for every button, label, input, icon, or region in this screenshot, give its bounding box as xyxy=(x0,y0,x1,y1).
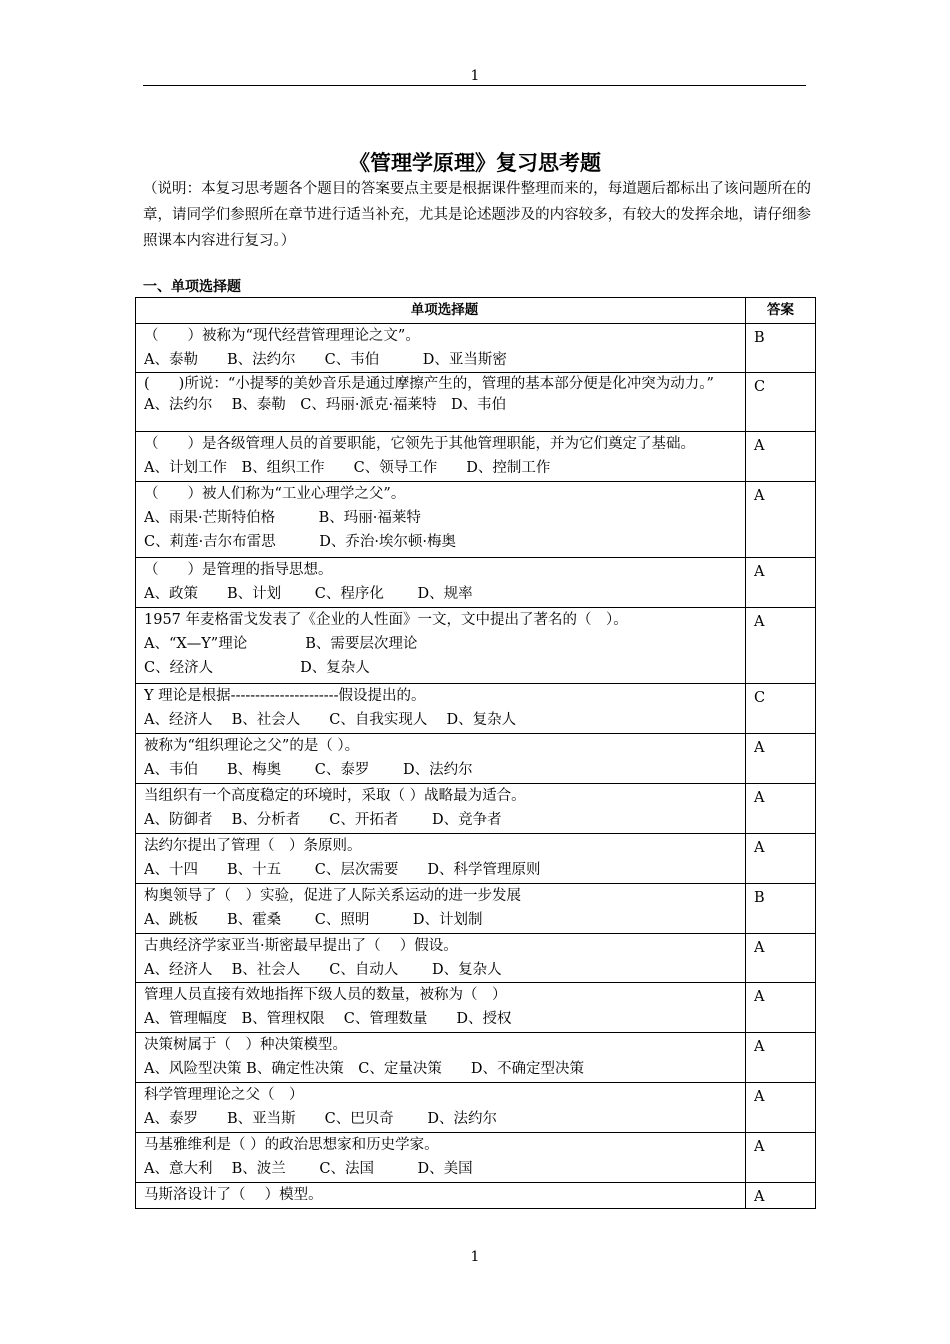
question-text: 被称为“组织理论之父”的是（ ）。 xyxy=(144,738,360,754)
question-text: 科学管理理论之父（ ） xyxy=(144,1087,304,1103)
question-text: 构奥领导了（ ）实验，促进了人际关系运动的进一步发展 xyxy=(144,888,521,904)
answer-cell xyxy=(746,934,816,983)
question-text: Y 理论是根据----------------------假设提出的。 xyxy=(144,688,426,704)
question-options: A、“X—Y”理论 B、需要层次理论 xyxy=(144,636,418,652)
table-row xyxy=(136,983,816,1033)
question-text: 法约尔提出了管理（ ）条原则。 xyxy=(144,838,362,854)
answer-cell xyxy=(746,684,816,734)
question-cell xyxy=(136,324,746,373)
answer-value: A xyxy=(754,740,765,756)
answer-cell xyxy=(746,884,816,934)
question-options: A、跳板 B、霍桑 C、照明 D、计划制 xyxy=(144,912,483,928)
table-row xyxy=(136,432,816,482)
header-page-number: 1 xyxy=(470,68,480,84)
table-row xyxy=(136,834,816,884)
table-row xyxy=(136,1033,816,1083)
question-text: 当组织有一个高度稳定的环境时，采取（ ）战略最为适合。 xyxy=(144,788,526,804)
question-cell xyxy=(136,1083,746,1133)
question-cell xyxy=(136,1183,746,1209)
intro-paragraph: （说明：本复习思考题各个题目的答案要点主要是根据课件整理而来的，每道题后都标出了该问题所在的章，请同学们参照所在章节进行适当补充，尤其是论述题涉及的内容较多，有较大的发挥余地，请仔细参照课本内容进行复习。） xyxy=(143,181,811,249)
answer-value: A xyxy=(754,940,765,956)
question-cell xyxy=(136,373,746,432)
table-row xyxy=(136,684,816,734)
table-row xyxy=(136,482,816,558)
answer-value: C xyxy=(754,379,766,395)
question-options: A、意大利 B、波兰 C、法国 D、美国 xyxy=(144,1161,473,1177)
question-text: （ ）被人们称为“工业心理学之父”。 xyxy=(144,486,406,502)
question-text: （ ）是各级管理人员的首要职能，它领先于其他管理职能，并为它们奠定了基础。 xyxy=(144,436,695,452)
question-options: A、泰罗 B、亚当斯 C、巴贝奇 D、法约尔 xyxy=(144,1111,497,1127)
question-options: A、管理幅度 B、管理权限 C、管理数量 D、授权 xyxy=(144,1011,512,1027)
question-text: 古典经济学家亚当·斯密最早提出了（ ）假设。 xyxy=(144,938,458,954)
answer-cell xyxy=(746,1133,816,1183)
answer-value: A xyxy=(754,1089,765,1105)
question-options: A、风险型决策 B、确定性决策 C、定量决策 D、不确定型决策 xyxy=(144,1061,584,1077)
question-options: A、韦伯 B、梅奥 C、泰罗 D、法约尔 xyxy=(144,762,473,778)
answer-cell xyxy=(746,1083,816,1133)
header-answer: 答案 xyxy=(746,298,816,324)
answer-cell xyxy=(746,558,816,608)
answer-cell xyxy=(746,734,816,784)
answer-cell xyxy=(746,983,816,1033)
header-question: 单项选择题 xyxy=(136,298,746,324)
question-cell xyxy=(136,1133,746,1183)
question-text: 管理人员直接有效地指挥下级人员的数量，被称为（ ） xyxy=(144,987,507,1003)
answer-cell xyxy=(746,482,816,558)
section-title: 一、单项选择题 xyxy=(143,279,241,295)
table-row xyxy=(136,734,816,784)
question-cell xyxy=(136,983,746,1033)
question-text: （ ）被称为“现代经营管理理论之文”。 xyxy=(144,328,420,344)
table-row xyxy=(136,324,816,373)
answer-value: A xyxy=(754,438,765,454)
table-row xyxy=(136,884,816,934)
question-options: A、法约尔 B、泰勒 C、玛丽·派克·福莱特 D、韦伯 xyxy=(144,397,507,413)
question-text: 1957 年麦格雷戈发表了《企业的人性面》一文，文中提出了著名的（ ）。 xyxy=(144,612,628,628)
question-cell xyxy=(136,558,746,608)
answer-cell xyxy=(746,1033,816,1083)
question-cell xyxy=(136,1033,746,1083)
table-row xyxy=(136,1133,816,1183)
question-text: 马斯洛设计了（ ）模型。 xyxy=(144,1187,323,1203)
question-cell xyxy=(136,482,746,558)
answer-cell xyxy=(746,608,816,684)
question-cell xyxy=(136,684,746,734)
question-options: A、防御者 B、分析者 C、开拓者 D、竞争者 xyxy=(144,812,502,828)
answer-value: A xyxy=(754,488,765,504)
question-text: 决策树属于（ ）种决策模型。 xyxy=(144,1037,347,1053)
answer-value: A xyxy=(754,790,765,806)
header-rule xyxy=(143,85,806,86)
answer-cell xyxy=(746,373,816,432)
answer-cell xyxy=(746,784,816,834)
question-cell xyxy=(136,934,746,983)
answer-cell xyxy=(746,834,816,884)
question-options: A、计划工作 B、组织工作 C、领导工作 D、控制工作 xyxy=(144,460,551,476)
answer-value: A xyxy=(754,564,765,580)
answer-value: B xyxy=(754,330,765,346)
question-text: ( )所说：“小提琴的美妙音乐是通过摩擦产生的，管理的基本部分便是化冲突为动力。” xyxy=(144,376,714,392)
question-options: A、经济人 B、社会人 C、自我实现人 D、复杂人 xyxy=(144,712,517,728)
question-options: A、雨果·芒斯特伯格 B、玛丽·福莱特 xyxy=(144,510,421,526)
table-row xyxy=(136,1083,816,1133)
answer-value: A xyxy=(754,1189,765,1205)
answer-cell xyxy=(746,432,816,482)
table-row xyxy=(136,373,816,432)
answer-value: C xyxy=(754,690,766,706)
answer-value: A xyxy=(754,1139,765,1155)
question-options: C、经济人 D、复杂人 xyxy=(144,660,370,676)
question-rows xyxy=(136,324,816,1209)
answer-value: A xyxy=(754,1039,765,1055)
answer-value: A xyxy=(754,614,765,630)
table-row xyxy=(136,1183,816,1209)
answer-value: A xyxy=(754,989,765,1005)
answer-value: A xyxy=(754,840,765,856)
question-cell xyxy=(136,608,746,684)
question-table xyxy=(135,297,816,1209)
question-options: A、经济人 B、社会人 C、自动人 D、复杂人 xyxy=(144,962,502,978)
document-title: 《管理学原理》复习思考题 xyxy=(349,151,601,175)
answer-cell xyxy=(746,1183,816,1209)
footer-page-number: 1 xyxy=(470,1249,480,1265)
question-cell xyxy=(136,784,746,834)
question-options: A、泰勒 B、法约尔 C、韦伯 D、亚当斯密 xyxy=(144,352,507,368)
question-text: （ ）是管理的指导思想。 xyxy=(144,562,333,578)
answer-cell xyxy=(746,324,816,373)
table-row xyxy=(136,784,816,834)
answer-value: B xyxy=(754,890,765,906)
question-cell xyxy=(136,834,746,884)
question-options: A、十四 B、十五 C、层次需要 D、科学管理原则 xyxy=(144,862,541,878)
question-text: 马基雅维利是（ ）的政治思想家和历史学家。 xyxy=(144,1137,439,1153)
question-cell xyxy=(136,884,746,934)
table-row xyxy=(136,558,816,608)
question-options: C、莉莲·吉尔布雷思 D、乔治·埃尔顿·梅奥 xyxy=(144,534,457,550)
question-options: A、政策 B、计划 C、程序化 D、规率 xyxy=(144,586,473,602)
question-cell xyxy=(136,734,746,784)
question-cell xyxy=(136,432,746,482)
table-row xyxy=(136,608,816,684)
table-row xyxy=(136,934,816,983)
